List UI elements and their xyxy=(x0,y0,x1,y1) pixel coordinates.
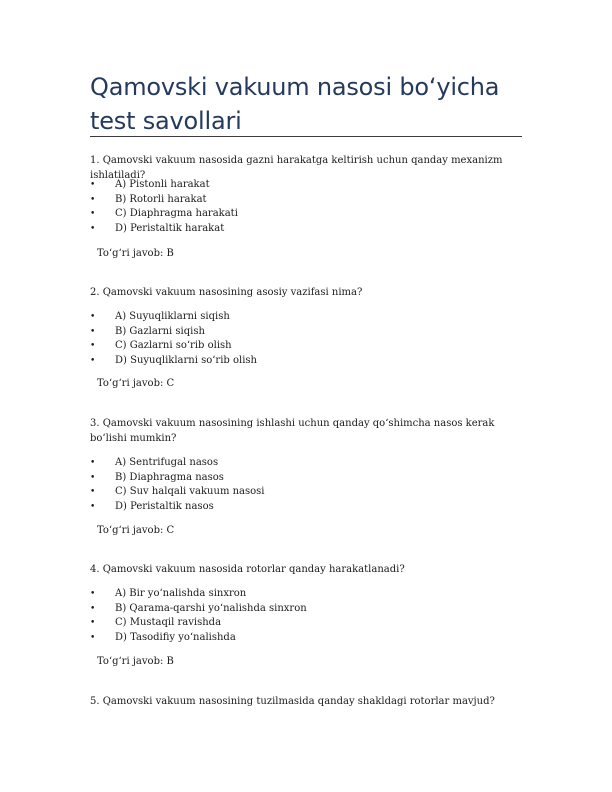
bullet-icon: • xyxy=(90,223,96,234)
bullet-icon: • xyxy=(90,632,96,643)
bullet-icon: • xyxy=(90,326,96,337)
option-label: D) Peristaltik harakat xyxy=(115,222,225,234)
bullet-icon: • xyxy=(90,487,96,498)
bullet-icon: • xyxy=(90,618,96,629)
bullet-icon: • xyxy=(90,355,96,366)
question-4: 4. Qamovski vakuum nasosida rotorlar qanday harakatlanadi? xyxy=(90,564,405,575)
option-item xyxy=(90,354,522,369)
bullet-icon: • xyxy=(90,472,96,483)
document-title: Qamovski vakuum nasosi bo‘yicha test savollari xyxy=(90,73,500,135)
option-item xyxy=(90,193,522,208)
option-item xyxy=(90,456,522,471)
question-3: 3. Qamovski vakuum nasosining ishlashi uchun qanday qo‘shimcha nasos kerak bo‘lishi mumkin? xyxy=(90,418,495,444)
option-label: B) Qarama-qarshi yo‘nalishda sinxron xyxy=(115,602,307,614)
option-item xyxy=(90,339,522,354)
bullet-icon: • xyxy=(90,194,96,205)
question-1: 1. Qamovski vakuum nasosida gazni harakatga keltirish uchun qanday mexanizm ishlatiladi? xyxy=(90,155,503,181)
option-label: A) Bir yo‘nalishda sinxron xyxy=(115,588,247,599)
bullet-icon: • xyxy=(90,312,96,322)
answer-1: To‘g‘ri javob: B xyxy=(97,248,174,259)
option-label: A) Suyuqliklarni siqish xyxy=(115,311,230,322)
option-label: C) Mustaqil ravishda xyxy=(115,617,222,629)
option-item xyxy=(90,500,522,515)
option-item xyxy=(90,222,522,237)
option-item xyxy=(90,471,522,486)
answer-3: To‘g‘ri javob: C xyxy=(97,525,175,536)
bullet-icon: • xyxy=(90,341,96,352)
question-1-options xyxy=(90,178,522,236)
option-label: B) Gazlarni siqish xyxy=(115,325,205,337)
option-item xyxy=(90,485,522,500)
bullet-icon: • xyxy=(90,501,96,512)
title-divider xyxy=(90,136,522,137)
option-label: A) Pistonli harakat xyxy=(115,179,210,190)
option-item xyxy=(90,631,522,646)
question-4-options xyxy=(90,587,522,645)
answer-2: To‘g‘ri javob: C xyxy=(97,378,175,389)
option-item xyxy=(90,616,522,631)
option-label: C) Diaphragma harakati xyxy=(115,208,238,220)
bullet-icon: • xyxy=(90,603,96,614)
question-5: 5. Qamovski vakuum nasosining tuzilmasida qanday shakldagi rotorlar mavjud? xyxy=(90,696,495,707)
option-item xyxy=(90,325,522,340)
question-2-options xyxy=(90,310,522,368)
option-label: D) Tasodifiy yo‘nalishda xyxy=(115,631,236,643)
option-label: D) Peristaltik nasos xyxy=(115,500,214,512)
option-item xyxy=(90,207,522,222)
question-2: 2. Qamovski vakuum nasosining asosiy vazifasi nima? xyxy=(90,287,363,298)
bullet-icon: • xyxy=(90,458,96,468)
option-label: A) Sentrifugal nasos xyxy=(115,457,219,468)
bullet-icon: • xyxy=(90,180,96,190)
option-item xyxy=(90,602,522,617)
question-3-options xyxy=(90,456,522,514)
option-item xyxy=(90,587,522,602)
option-item xyxy=(90,178,522,193)
option-label: D) Suyuqliklarni so‘rib olish xyxy=(115,354,257,366)
bullet-icon: • xyxy=(90,209,96,220)
bullet-icon: • xyxy=(90,589,96,599)
option-label: C) Gazlarni so‘rib olish xyxy=(115,340,232,352)
option-item xyxy=(90,310,522,325)
option-label: C) Suv halqali vakuum nasosi xyxy=(115,486,265,498)
answer-4: To‘g‘ri javob: B xyxy=(97,656,174,667)
option-label: B) Rotorli harakat xyxy=(115,193,207,205)
option-label: B) Diaphragma nasos xyxy=(115,471,224,483)
